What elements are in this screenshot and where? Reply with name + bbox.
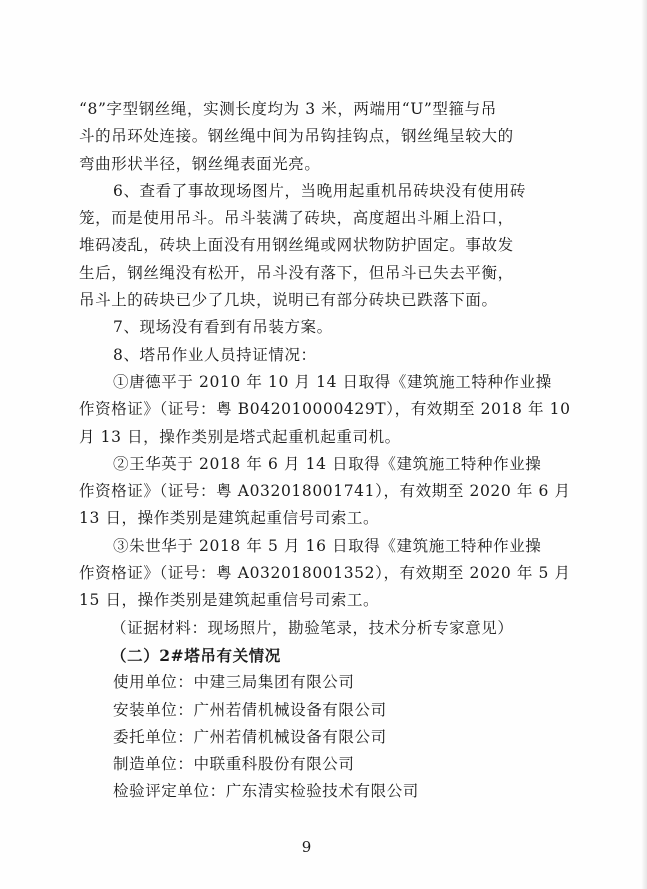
paragraph-line: 8、塔吊作业人员持证情况： [113,345,317,364]
info-line-client-unit: 委托单位：广州若倩机械设备有限公司 [113,727,387,746]
paragraph-line: “8”字型钢丝绳，实测长度均为 3 米，两端用“U”型箍与吊 [79,100,497,118]
info-line-user-unit: 使用单位：中建三局集团有限公司 [113,673,355,692]
paragraph-line: 弯曲形状半径，钢丝绳表面光亮。 [79,154,321,173]
scan-edge-shadow [641,0,647,889]
paragraph-line: 笼，而是使用吊斗。吊斗装满了砖块，高度超出斗厢上沿口， [79,209,514,228]
document-body [79,96,569,806]
section-heading: （二）2#塔吊有关情况 [111,645,281,665]
info-line-manufacturer: 制造单位：中联重科股份有限公司 [113,755,355,774]
paragraph-line: ③朱世华于 2018 年 5 月 16 日取得《建筑施工特种作业操 [113,536,542,555]
paragraph-line: 斗的吊环处连接。钢丝绳中间为吊钩挂钩点，钢丝绳呈较大的 [79,127,514,146]
paragraph-line: 堆码凌乱，砖块上面没有用钢丝绳或网状物防护固定。事故发 [79,236,514,255]
paragraph-line: ①唐德平于 2010 年 10 月 14 日取得《建筑施工特种作业操 [113,372,552,391]
info-line-inspection-unit: 检验评定单位：广东清实检验技术有限公司 [113,782,419,801]
paragraph-line: 作资格证》（证号：粤 B042010000429T），有效期至 2018 年 10 [79,400,571,419]
paragraph-line: 15 日，操作类别是建筑起重信号司索工。 [79,591,380,610]
paragraph-line: ②王华英于 2018 年 6 月 14 日取得《建筑施工特种作业操 [113,454,542,473]
page-number: 9 [301,838,312,856]
evidence-note: （证据材料：现场照片，勘验笔录，技术分析专家意见） [111,618,514,637]
paragraph-line: 作资格证》（证号：粤 A032018001741），有效期至 2020 年 6 月 [79,482,571,501]
paragraph-line: 13 日，操作类别是建筑起重信号司索工。 [79,509,380,528]
paragraph-line: 生后，钢丝绳没有松开，吊斗没有落下，但吊斗已失去平衡， [79,263,514,282]
info-line-install-unit: 安装单位：广州若倩机械设备有限公司 [113,700,387,719]
paragraph-line: 月 13 日，操作类别是塔式起重机起重司机。 [79,427,401,446]
paragraph-line: 吊斗上的砖块已少了几块，说明已有部分砖块已跌落下面。 [79,291,498,310]
paragraph-line: 7、现场没有看到有吊装方案。 [113,318,333,337]
paragraph-line: 6、查看了事故现场图片，当晚用起重机吊砖块没有使用砖 [113,181,526,200]
paragraph-line: 作资格证》（证号：粤 A032018001352），有效期至 2020 年 5 月 [79,564,571,583]
